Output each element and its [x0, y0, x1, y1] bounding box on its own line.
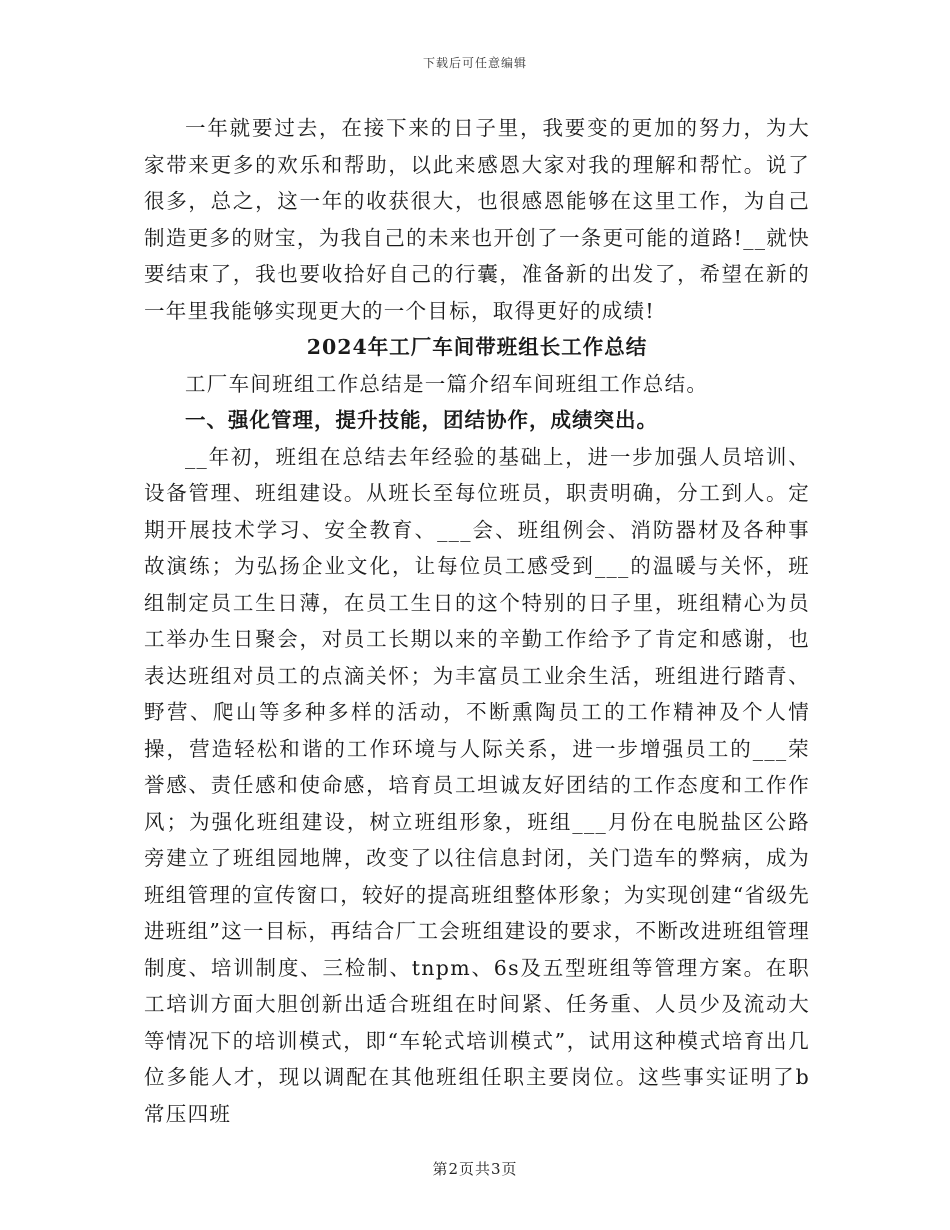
closing-paragraph: 一年就要过去，在接下来的日子里，我要变的更加的努力，为大家带来更多的欢乐和帮助，以此来感恩大家对我的理解和帮忙。说了很多，总之，这一年的收获很大，也很感恩能够在这里工作，为自己制造更多的财宝，为我自己的未来也开创了一条更可能的道路!__就快要结束了，我也要收拾好自己的行囊，准备新的出发了，希望在新的一年里我能够实现更大的一个目标，取得更好的成绩!	[144, 116, 810, 323]
page-number: 第2页共3页	[432, 1160, 518, 1178]
document-title: 2024年工厂车间带班组长工作总结	[306, 335, 648, 359]
section-heading-1: 一、强化管理，提升技能，团结协作，成绩突出。	[185, 408, 658, 432]
page-header: 下载后可任意编辑	[422, 56, 527, 70]
document-body	[144, 110, 810, 1132]
section-1-paragraph: __年初，班组在总结去年经验的基础上，进一步加强人员培训、设备管理、班组建设。从班长至每位班员，职责明确，分工到人。定期开展技术学习、安全教育、___会、班组例会、消防器材及各种事故演练；为弘扬企业文化，让每位员工感受到___的温暖与关怀，班组制定员工生日薄，在员工生日的这个特别的日子里，班组精心为员工举办生日聚会，对员工长期以来的辛勤工作给予了肯定和感谢，也表达班组对员工的点滴关怀；为丰富员工业余生活，班组进行踏青、野营、爬山等多种多样的活动，不断熏陶员工的工作精神及个人情操，营造轻松和谐的工作环境与人际关系，进一步增强员工的___荣誉感、责任感和使命感，培育员工坦诚友好团结的工作态度和工作作风；为强化班组建设，树立班组形象，班组___月份在电脱盐区公路旁建立了班组园地牌，改变了以往信息封闭，关门造车的弊病，成为班组管理的宣传窗口，较好的提高班组整体形象；为实现创建“省级先进班组”这一目标，再结合厂工会班组建设的要求，不断改进班组管理制度、培训制度、三检制、tnpm、6s及五型班组等管理方案。在职工培训方面大胆创新出适合班组在时间紧、任务重、人员少及流动大等情况下的培训模式，即“车轮式培训模式”，试用这种模式培育出几位多能人才，现以调配在其他班组任职主要岗位。这些事实证明了b常压四班	[144, 444, 810, 1126]
intro-paragraph: 工厂车间班组工作总结是一篇介绍车间班组工作总结。	[185, 371, 709, 396]
